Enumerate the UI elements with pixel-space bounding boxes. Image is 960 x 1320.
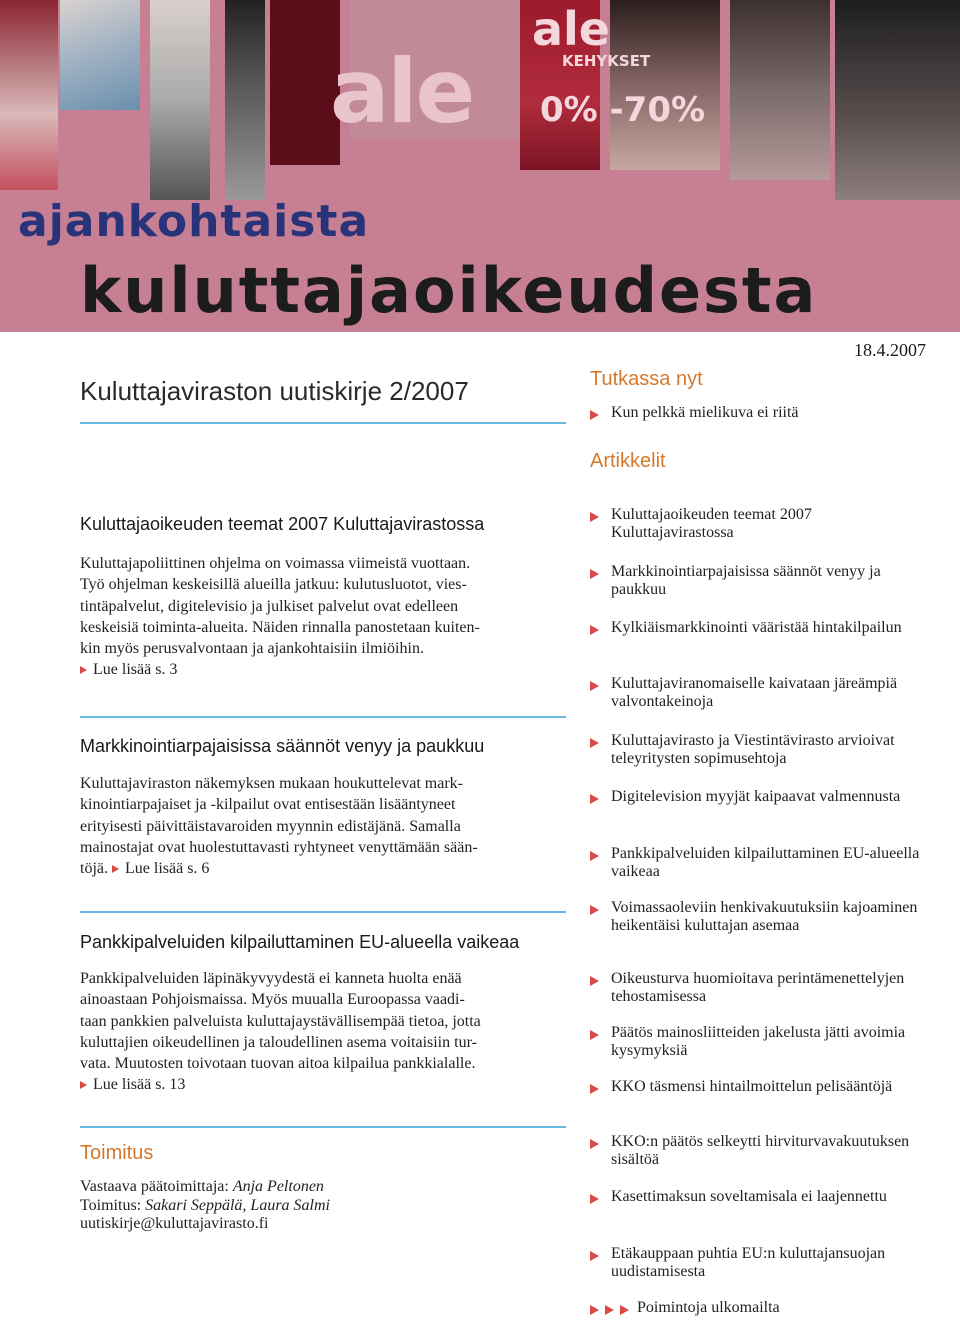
arrow-icon: [112, 865, 119, 873]
arrow-icon: [590, 1305, 599, 1315]
tutkassa-heading: Tutkassa nyt: [590, 368, 703, 390]
email-link[interactable]: uutiskirje@kuluttajavirasto.fi: [80, 1215, 269, 1232]
arrow-icon: [590, 976, 599, 986]
banner-ale-sign: ale: [532, 2, 611, 56]
arrow-icon: [620, 1305, 629, 1315]
toimitus-info: Vastaava päätoimittaja: Anja Peltonen Toimitus: Sakari Seppälä, Laura Salmi uutiskirje@kuluttajavirasto.fi: [80, 1178, 330, 1232]
arrow-icon: [590, 1194, 599, 1204]
article-link[interactable]: KKO täsmensi hintailmoittelun pelisääntöjä: [590, 1078, 940, 1096]
section-body: Kuluttajaviraston näkemyksen mukaan houkuttelevat mark- kinointiarpajaiset ja -kilpailut ovat entisestään lisääntyneet erityisesti päivittäistavaroiden myynnin edistäjänä. Samalla mainostajat ovat huolestuttavasti ryhtyneet venyttämään sään- töjä. Lue lisää s. 6: [80, 775, 478, 878]
staff-names: Sakari Seppälä, Laura Salmi: [145, 1196, 330, 1214]
banner-photo: [60, 0, 140, 110]
artikkelit-heading: Artikkelit: [590, 450, 666, 472]
read-more-link[interactable]: Lue lisää s. 3: [80, 659, 565, 680]
arrow-icon: [605, 1305, 614, 1315]
logo-line-1: ajankohtaista: [18, 196, 370, 247]
banner-photo: [610, 0, 720, 170]
section-body: Kuluttajapoliittinen ohjelma on voimassa viimeistä vuottaan. Työ ohjelman keskeisillä alueilla jatkuu: kulutusluotot, vies- tintäpalvelut, digitelevisio ja julkiset palvelut ovat edelleen keskeisiä toiminta-alueita. Näiden rinnalla panostetaan kuiten- kin myös perusvalvontaan ja ajankohtaisiin ilmiöihin. Lue lisää s. 3: [80, 553, 565, 681]
article-link[interactable]: Kuluttajaviranomaiselle kaivataan järeämpiä valvontakeinoja: [590, 675, 940, 711]
banner-photo: [0, 0, 58, 190]
article-link[interactable]: Pankkipalveluiden kilpailuttaminen EU-alueella vaikeaa: [590, 845, 940, 881]
arrow-icon: [590, 625, 599, 635]
article-link-poimintoja[interactable]: Poimintoja ulkomailta: [590, 1299, 950, 1317]
divider: [80, 422, 566, 424]
arrow-icon: [590, 1030, 599, 1040]
arrow-icon: [590, 512, 599, 522]
arrow-icon: [590, 569, 599, 579]
section-heading: Kuluttajaoikeuden teemat 2007 Kuluttajavirastossa: [80, 514, 485, 534]
article-link[interactable]: Etäkauppaan puhtia EU:n kuluttajansuojan uudistamisesta: [590, 1245, 940, 1281]
article-link[interactable]: Kasettimaksun soveltamisala ei laajennettu: [590, 1188, 940, 1206]
banner-ale-text: ale: [330, 40, 474, 143]
header-banner: [0, 0, 960, 332]
editor-name: Anja Peltonen: [232, 1178, 324, 1195]
read-more-link[interactable]: Lue lisää s. 6: [112, 860, 209, 877]
arrow-icon: [590, 905, 599, 915]
logo-line-2: kuluttajaoikeudesta: [80, 254, 818, 327]
article-link[interactable]: Oikeusturva huomioitava perintämenettelyjen tehostamisessa: [590, 970, 940, 1006]
arrow-icon: [590, 794, 599, 804]
arrow-icon: [80, 666, 87, 674]
article-link[interactable]: Kuluttajavirasto ja Viestintävirasto arvioivat teleyritysten sopimusehtoja: [590, 732, 940, 768]
divider: [80, 911, 566, 913]
article-link[interactable]: Markkinointiarpajaisissa säännöt venyy ja paukkuu: [590, 563, 940, 599]
section-body: Pankkipalveluiden läpinäkyvyydestä ei kanneta huolta enää ainoastaan Pohjoismaissa. Myös muualla Euroopassa vaadi- taan pankkien palveluista kuluttajaystävällisempää tietoa, jotta kuluttajien oikeudellinen ja taloudellinen asema voitaisiin tur- vata. Muutosten toivotaan tuovan aitoa kilpailua pankkialalle. Lue lisää s. 13: [80, 968, 565, 1096]
article-link[interactable]: Digitelevision myyjät kaipaavat valmennusta: [590, 788, 940, 806]
banner-ale-percent: 0% -70%: [540, 90, 706, 130]
toimitus-heading: Toimitus: [80, 1142, 154, 1164]
banner-photo: [225, 0, 265, 200]
divider: [80, 716, 566, 718]
newsletter-title: Kuluttajaviraston uutiskirje 2/2007: [80, 376, 469, 406]
section-heading: Markkinointiarpajaisissa säännöt venyy ja paukkuu: [80, 736, 485, 756]
arrow-icon: [590, 1084, 599, 1094]
article-link[interactable]: KKO:n päätös selkeytti hirviturvavakuutuksen sisältöä: [590, 1133, 940, 1169]
arrow-icon: [590, 681, 599, 691]
article-link[interactable]: Kuluttajaoikeuden teemat 2007 Kuluttajavirastossa: [590, 506, 940, 542]
arrow-icon: [590, 851, 599, 861]
arrow-icon: [590, 410, 599, 420]
divider: [80, 1126, 566, 1128]
article-link[interactable]: Voimassaoleviin henkivakuutuksiin kajoaminen heikentäisi kuluttajan asemaa: [590, 899, 940, 935]
article-link[interactable]: Päätös mainosliitteiden jakelusta jätti avoimia kysymyksiä: [590, 1024, 940, 1060]
banner-photo: [150, 0, 210, 200]
article-link[interactable]: Kylkiäismarkkinointi vääristää hintakilpailun: [590, 619, 940, 637]
banner-photo: [730, 0, 830, 180]
arrow-icon: [80, 1081, 87, 1089]
arrow-icon: [590, 738, 599, 748]
read-more-link[interactable]: Lue lisää s. 13: [80, 1074, 565, 1095]
arrow-icon: [590, 1139, 599, 1149]
section-heading: Pankkipalveluiden kilpailuttaminen EU-alueella vaikeaa: [80, 932, 520, 952]
banner-ale-sub: KEHYKSET: [562, 52, 651, 70]
arrow-icon: [590, 1251, 599, 1261]
issue-date: 18.4.2007: [854, 340, 926, 360]
tutkassa-link[interactable]: Kun pelkkä mielikuva ei riitä: [590, 404, 940, 422]
banner-photo: [835, 0, 960, 200]
